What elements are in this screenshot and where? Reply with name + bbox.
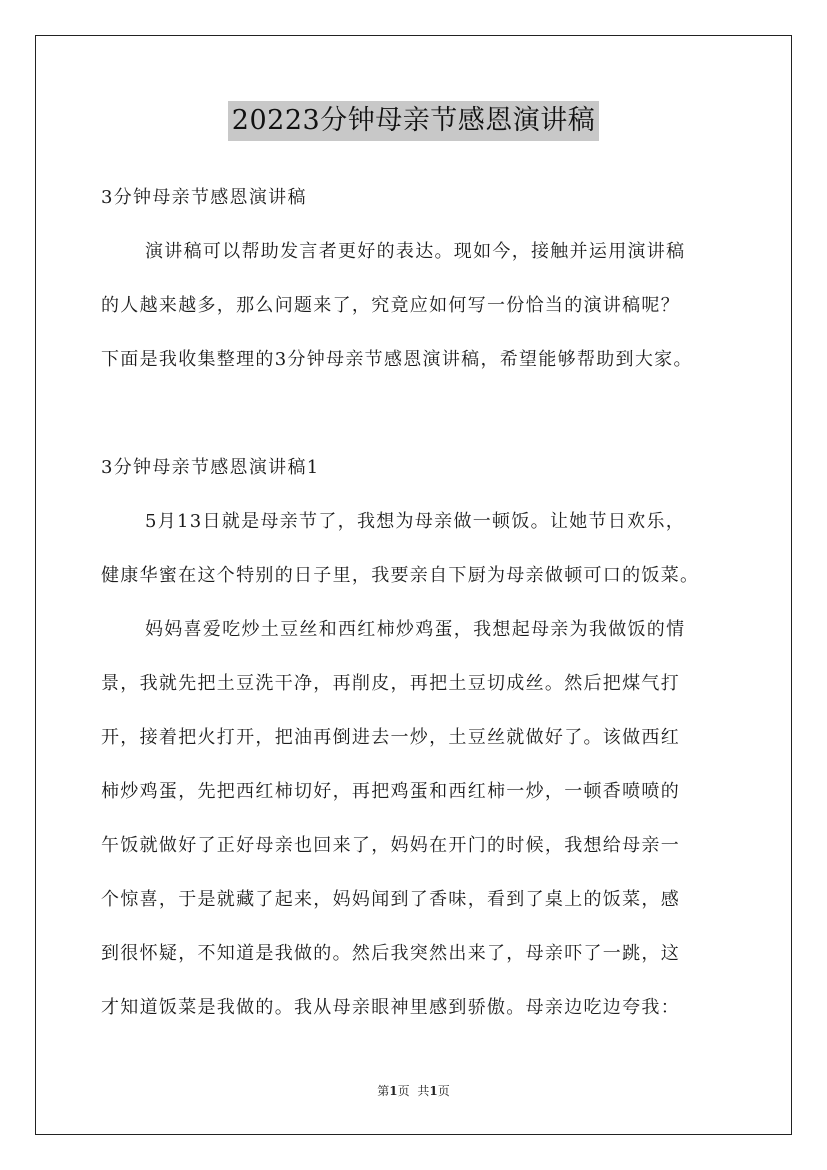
paragraph-line: 5月13日就是母亲节了，我想为母亲做一顿饭。让她节日欢乐，	[145, 511, 686, 532]
document-title: 20223分钟母亲节感恩演讲稿	[228, 101, 599, 141]
page-prefix: 第	[377, 1084, 390, 1098]
subtitle: 3分钟母亲节感恩演讲稿	[101, 187, 307, 208]
paragraph-line: 的人越来越多，那么问题来了，究竟应如何写一份恰当的演讲稿呢？	[101, 295, 680, 316]
paragraph-line: 景，我就先把土豆洗干净，再削皮，再把土豆切成丝。然后把煤气打	[101, 673, 680, 694]
paragraph-line: 下面是我收集整理的3分钟母亲节感恩演讲稿，希望能够帮助到大家。	[101, 349, 693, 370]
paragraph-line: 到很怀疑，不知道是我做的。然后我突然出来了，母亲吓了一跳，这	[101, 943, 680, 964]
section-heading: 3分钟母亲节感恩演讲稿1	[101, 457, 320, 478]
total-prefix: 共	[417, 1084, 430, 1098]
paragraph-line: 才知道饭菜是我做的。我从母亲眼神里感到骄傲。母亲边吃边夸我：	[101, 997, 680, 1018]
total-pages: 1	[429, 1084, 438, 1098]
title-container	[0, 101, 827, 141]
page-suffix: 页	[397, 1084, 410, 1098]
page-footer	[0, 1082, 827, 1099]
paragraph-line: 个惊喜，于是就藏了起来，妈妈闻到了香味，看到了桌上的饭菜，感	[101, 889, 680, 910]
paragraph-line: 开，接着把火打开，把油再倒进去一炒，土豆丝就做好了。该做西红	[101, 727, 680, 748]
paragraph-line: 柿炒鸡蛋，先把西红柿切好，再把鸡蛋和西红柿一炒，一顿香喷喷的	[101, 781, 680, 802]
paragraph-line: 演讲稿可以帮助发言者更好的表达。现如今，接触并运用演讲稿	[145, 241, 686, 262]
total-suffix: 页	[437, 1084, 450, 1098]
paragraph-line: 午饭就做好了正好母亲也回来了，妈妈在开门的时候，我想给母亲一	[101, 835, 680, 856]
paragraph-line: 健康华蜜在这个特别的日子里，我要亲自下厨为母亲做顿可口的饭菜。	[101, 565, 700, 586]
paragraph-line: 妈妈喜爱吃炒土豆丝和西红柿炒鸡蛋，我想起母亲为我做饭的情	[145, 619, 686, 640]
page-number: 1	[389, 1084, 398, 1098]
